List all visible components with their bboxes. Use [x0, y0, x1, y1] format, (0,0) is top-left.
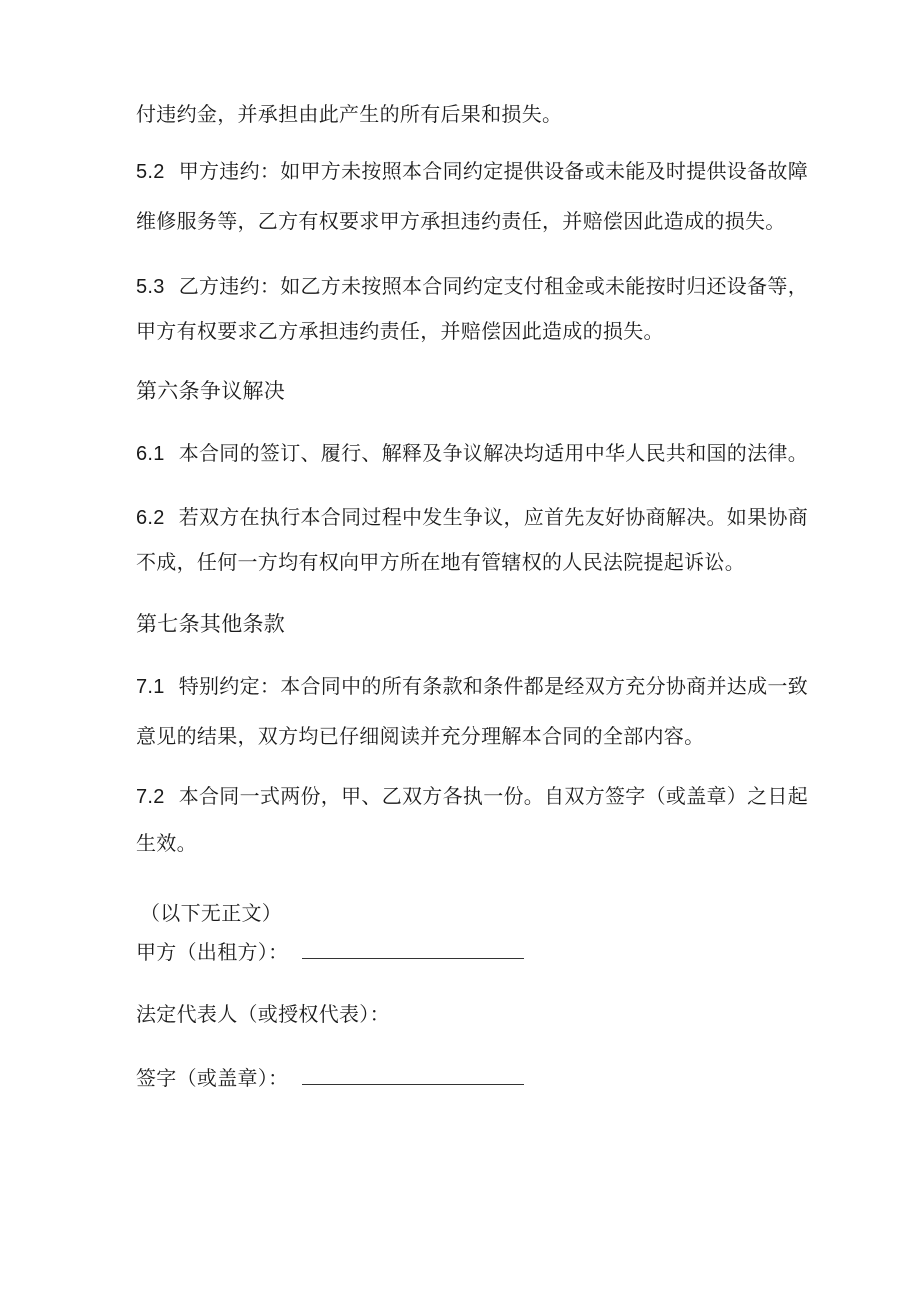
party-a-label: 甲方（出租方）：	[136, 940, 289, 964]
clause-7-1-line-1	[136, 672, 808, 701]
clause-6-2-line-1	[136, 503, 808, 532]
clause-text: 本合同的签订、履行、解释及争议解决均适用中华人民共和国的法律。	[178, 441, 809, 465]
signature-label: 签字（或盖章）：	[136, 1066, 289, 1090]
clause-6-2-line-2: 不成，任何一方均有权向甲方所在地有管辖权的人民法院提起诉讼。	[136, 550, 745, 574]
party-a-row	[136, 938, 524, 966]
no-more-text-note: （以下无正文）	[140, 901, 283, 925]
clause-7-2-line-2: 生效。	[136, 831, 197, 855]
signature-blank-line[interactable]	[302, 1066, 524, 1085]
clause-7-2-line-1	[136, 782, 808, 811]
clause-text: 乙方违约：如乙方未按照本合同约定支付租金或未能按时归还设备等，	[178, 274, 809, 298]
clause-text: 甲方违约：如甲方未按照本合同约定提供设备或未能及时提供设备故障	[178, 159, 809, 183]
clause-number: 6.2	[136, 507, 165, 529]
clause-number: 5.3	[136, 276, 165, 298]
clause-number: 7.1	[136, 676, 165, 698]
clause-5-3-line-1	[136, 272, 808, 301]
clause-5-3-line-2: 甲方有权要求乙方承担违约责任，并赔偿因此造成的损失。	[136, 319, 664, 343]
signature-row	[136, 1064, 524, 1092]
party-a-blank-line[interactable]	[302, 940, 524, 959]
clause-text: 若双方在执行本合同过程中发生争议，应首先友好协商解决。如果协商	[178, 505, 809, 529]
legal-representative-label: 法定代表人（或授权代表）：	[136, 1002, 390, 1026]
clause-text: 本合同一式两份，甲、乙双方各执一份。自双方签字（或盖章）之日起	[178, 784, 809, 808]
clause-text: 特别约定：本合同中的所有条款和条件都是经双方充分协商并达成一致	[178, 674, 809, 698]
clause-number: 5.2	[136, 161, 165, 183]
clause-5-2-line-2: 维修服务等，乙方有权要求甲方承担违约责任，并赔偿因此造成的损失。	[136, 209, 786, 233]
clause-7-1-line-2: 意见的结果，双方均已仔细阅读并充分理解本合同的全部内容。	[136, 724, 705, 748]
clause-number: 7.2	[136, 786, 165, 808]
clause-5-1-continuation: 付违约金，并承担由此产生的所有后果和损失。	[136, 102, 563, 126]
article-7-heading: 第七条其他条款	[136, 612, 286, 636]
clause-number: 6.1	[136, 443, 165, 465]
clause-5-2-line-1	[136, 157, 808, 186]
clause-6-1-line-1	[136, 439, 808, 468]
article-6-heading: 第六条争议解决	[136, 379, 286, 403]
